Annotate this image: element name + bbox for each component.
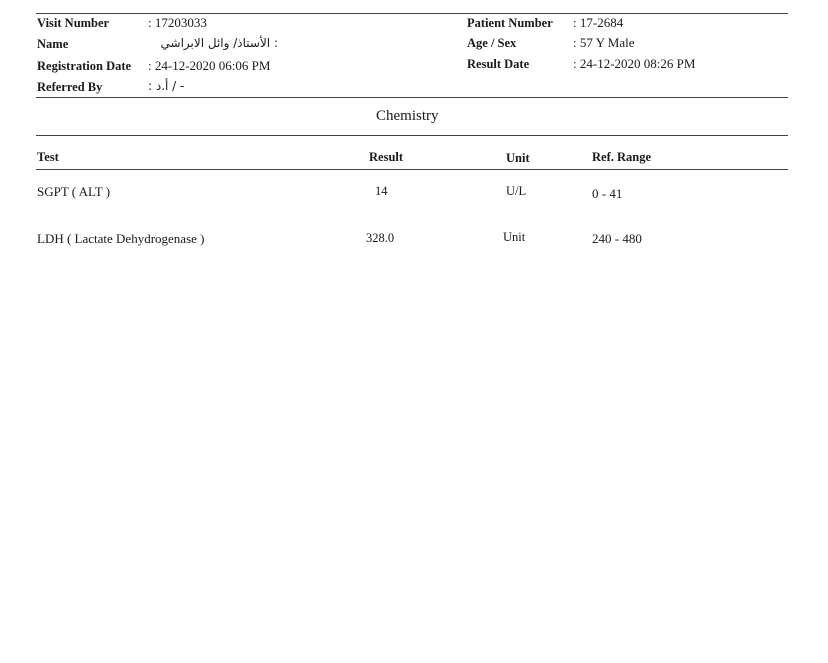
column-header-unit: Unit: [506, 151, 530, 165]
referred-by-label: Referred By: [37, 80, 103, 94]
registration-date-value: : 24-12-2020 06:06 PM: [148, 58, 271, 73]
result-date-label: Result Date: [467, 57, 530, 71]
column-header-ref-range: Ref. Range: [592, 150, 652, 164]
patient-number-value: : 17-2684: [573, 15, 624, 30]
age-sex-value: : 57 Y Male: [573, 35, 635, 50]
patient-number-label: Patient Number: [467, 16, 553, 30]
name-value: : الأستاذ/ وائل الابراشي: [160, 36, 278, 50]
section-rule: [36, 135, 788, 136]
registration-date-label: Registration Date: [37, 59, 132, 73]
top-rule: [36, 13, 788, 14]
test-name: SGPT ( ALT ): [37, 184, 111, 199]
visit-number-label: Visit Number: [37, 16, 110, 30]
age-sex-label: Age / Sex: [467, 36, 517, 50]
test-unit: U/L: [506, 184, 527, 198]
section-title: Chemistry: [376, 108, 439, 124]
visit-number-value: : 17203033: [148, 15, 207, 30]
test-name: LDH ( Lactate Dehydrogenase ): [37, 231, 205, 246]
result-date-value: : 24-12-2020 08:26 PM: [573, 56, 696, 71]
table-header-rule: [36, 169, 788, 170]
test-result: 14: [375, 184, 388, 198]
test-unit: Unit: [503, 230, 526, 244]
test-result: 328.0: [366, 231, 395, 245]
header-bottom-rule: [36, 97, 788, 98]
name-label: Name: [37, 37, 69, 51]
referred-by-value: : أ.د / -: [148, 79, 185, 93]
test-ref-range: 0 - 41: [592, 186, 623, 201]
test-ref-range: 240 - 480: [592, 231, 642, 246]
column-header-result: Result: [369, 150, 404, 164]
column-header-test: Test: [37, 150, 59, 164]
